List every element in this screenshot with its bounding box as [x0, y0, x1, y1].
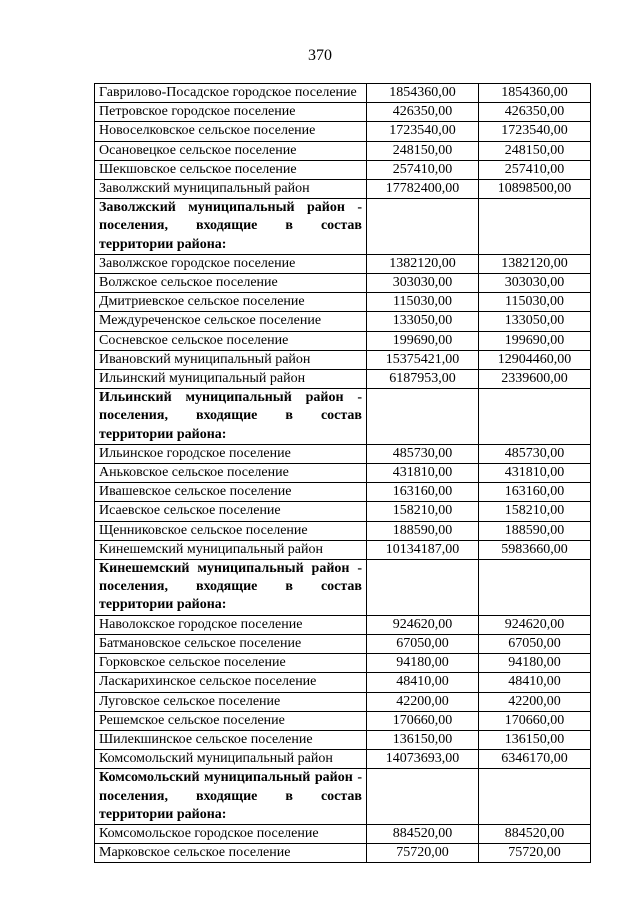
settlement-name: Марковское сельское поселение [95, 844, 367, 863]
settlement-name: Комсомольское городское поселение [95, 824, 367, 843]
amount-column-2: 2339600,00 [479, 370, 591, 389]
table-row [95, 293, 591, 312]
budget-table [94, 83, 591, 863]
amount-column-2: 75720,00 [479, 844, 591, 863]
settlement-name: Осановецкое сельское поселение [95, 141, 367, 160]
table-row [95, 750, 591, 769]
amount-column-2: 136150,00 [479, 730, 591, 749]
table-row [95, 540, 591, 559]
settlement-name: Щенниковское сельское поселение [95, 521, 367, 540]
amount-column-1 [367, 769, 479, 825]
settlement-name: Заволжский муниципальный район [95, 180, 367, 199]
amount-column-2: 48410,00 [479, 673, 591, 692]
amount-column-2 [479, 389, 591, 445]
amount-column-2: 1854360,00 [479, 84, 591, 103]
amount-column-1: 426350,00 [367, 103, 479, 122]
amount-column-2: 884520,00 [479, 824, 591, 843]
settlement-name: Новоселковское сельское поселение [95, 122, 367, 141]
table-row [95, 331, 591, 350]
amount-column-2: 158210,00 [479, 502, 591, 521]
table-row [95, 160, 591, 179]
amount-column-1: 133050,00 [367, 312, 479, 331]
table-row [95, 84, 591, 103]
amount-column-2: 1382120,00 [479, 254, 591, 273]
settlement-name: Волжское сельское поселение [95, 274, 367, 293]
amount-column-1: 15375421,00 [367, 350, 479, 369]
settlement-name: Дмитриевское сельское поселение [95, 293, 367, 312]
table-row [95, 464, 591, 483]
amount-column-1 [367, 389, 479, 445]
amount-column-1: 1382120,00 [367, 254, 479, 273]
amount-column-2: 426350,00 [479, 103, 591, 122]
amount-column-1: 48410,00 [367, 673, 479, 692]
section-title: Кинешемский муниципальный район - поселения, входящие в состав территории района: [95, 560, 367, 616]
amount-column-2: 303030,00 [479, 274, 591, 293]
amount-column-2: 94180,00 [479, 654, 591, 673]
amount-column-2: 67050,00 [479, 634, 591, 653]
settlement-name: Ивашевское сельское поселение [95, 483, 367, 502]
table-row [95, 654, 591, 673]
amount-column-2: 6346170,00 [479, 750, 591, 769]
amount-column-2: 431810,00 [479, 464, 591, 483]
amount-column-1: 884520,00 [367, 824, 479, 843]
amount-column-1: 94180,00 [367, 654, 479, 673]
table-row [95, 254, 591, 273]
amount-column-1: 431810,00 [367, 464, 479, 483]
amount-column-2 [479, 199, 591, 255]
section-header-row [95, 769, 591, 825]
section-title: Комсомольский муниципальный район - поселения, входящие в состав территории района: [95, 769, 367, 825]
amount-column-2: 1723540,00 [479, 122, 591, 141]
page-number: 370 [308, 47, 332, 64]
settlement-name: Луговское сельское поселение [95, 692, 367, 711]
settlement-name: Ильинское городское поселение [95, 444, 367, 463]
amount-column-2: 248150,00 [479, 141, 591, 160]
settlement-name: Решемское сельское поселение [95, 711, 367, 730]
settlement-name: Ильинский муниципальный район [95, 370, 367, 389]
settlement-name: Кинешемский муниципальный район [95, 540, 367, 559]
table-row [95, 673, 591, 692]
settlement-name: Исаевское сельское поселение [95, 502, 367, 521]
table-row [95, 180, 591, 199]
amount-column-1: 136150,00 [367, 730, 479, 749]
settlement-name: Сосневское сельское поселение [95, 331, 367, 350]
amount-column-1: 257410,00 [367, 160, 479, 179]
amount-column-1: 170660,00 [367, 711, 479, 730]
section-header-row [95, 389, 591, 445]
settlement-name: Заволжское городское поселение [95, 254, 367, 273]
amount-column-2: 170660,00 [479, 711, 591, 730]
amount-column-1: 199690,00 [367, 331, 479, 350]
amount-column-2: 257410,00 [479, 160, 591, 179]
settlement-name: Аньковское сельское поселение [95, 464, 367, 483]
table-row [95, 824, 591, 843]
amount-column-1: 10134187,00 [367, 540, 479, 559]
settlement-name: Ивановский муниципальный район [95, 350, 367, 369]
amount-column-2: 188590,00 [479, 521, 591, 540]
table-row [95, 692, 591, 711]
amount-column-1: 6187953,00 [367, 370, 479, 389]
amount-column-1: 188590,00 [367, 521, 479, 540]
amount-column-1: 14073693,00 [367, 750, 479, 769]
table-row [95, 483, 591, 502]
amount-column-2: 10898500,00 [479, 180, 591, 199]
amount-column-1: 248150,00 [367, 141, 479, 160]
amount-column-2: 924620,00 [479, 615, 591, 634]
amount-column-1: 485730,00 [367, 444, 479, 463]
section-title: Ильинский муниципальный район - поселения, входящие в состав территории района: [95, 389, 367, 445]
amount-column-1: 1854360,00 [367, 84, 479, 103]
settlement-name: Петровское городское поселение [95, 103, 367, 122]
settlement-name: Междуреченское сельское поселение [95, 312, 367, 331]
section-title: Заволжский муниципальный район - поселения, входящие в состав территории района: [95, 199, 367, 255]
table-row [95, 502, 591, 521]
amount-column-1: 924620,00 [367, 615, 479, 634]
section-header-row [95, 560, 591, 616]
table-row [95, 730, 591, 749]
section-header-row [95, 199, 591, 255]
table-row [95, 274, 591, 293]
amount-column-2: 163160,00 [479, 483, 591, 502]
table-row [95, 711, 591, 730]
amount-column-1: 17782400,00 [367, 180, 479, 199]
settlement-name: Комсомольский муниципальный район [95, 750, 367, 769]
amount-column-1: 163160,00 [367, 483, 479, 502]
table-row [95, 350, 591, 369]
table-row [95, 444, 591, 463]
amount-column-2: 115030,00 [479, 293, 591, 312]
table-row [95, 122, 591, 141]
amount-column-2: 485730,00 [479, 444, 591, 463]
amount-column-1: 158210,00 [367, 502, 479, 521]
table-row [95, 615, 591, 634]
table-row [95, 141, 591, 160]
amount-column-2: 133050,00 [479, 312, 591, 331]
amount-column-1 [367, 199, 479, 255]
settlement-name: Шекшовское сельское поселение [95, 160, 367, 179]
amount-column-2 [479, 560, 591, 616]
table-row [95, 370, 591, 389]
amount-column-2: 199690,00 [479, 331, 591, 350]
table-row [95, 312, 591, 331]
amount-column-1: 42200,00 [367, 692, 479, 711]
settlement-name: Гаврилово-Посадское городское поселение [95, 84, 367, 103]
settlement-name: Ласкарихинское сельское поселение [95, 673, 367, 692]
amount-column-2: 12904460,00 [479, 350, 591, 369]
table-row [95, 844, 591, 863]
amount-column-1: 303030,00 [367, 274, 479, 293]
amount-column-1: 67050,00 [367, 634, 479, 653]
settlement-name: Горковское сельское поселение [95, 654, 367, 673]
amount-column-2: 42200,00 [479, 692, 591, 711]
amount-column-1 [367, 560, 479, 616]
settlement-name: Батмановское сельское поселение [95, 634, 367, 653]
amount-column-2: 5983660,00 [479, 540, 591, 559]
amount-column-1: 1723540,00 [367, 122, 479, 141]
settlement-name: Наволокское городское поселение [95, 615, 367, 634]
amount-column-2 [479, 769, 591, 825]
table-row [95, 103, 591, 122]
settlement-name: Шилекшинское сельское поселение [95, 730, 367, 749]
amount-column-1: 75720,00 [367, 844, 479, 863]
table-body [95, 84, 591, 863]
amount-column-1: 115030,00 [367, 293, 479, 312]
table-row [95, 634, 591, 653]
table-row [95, 521, 591, 540]
